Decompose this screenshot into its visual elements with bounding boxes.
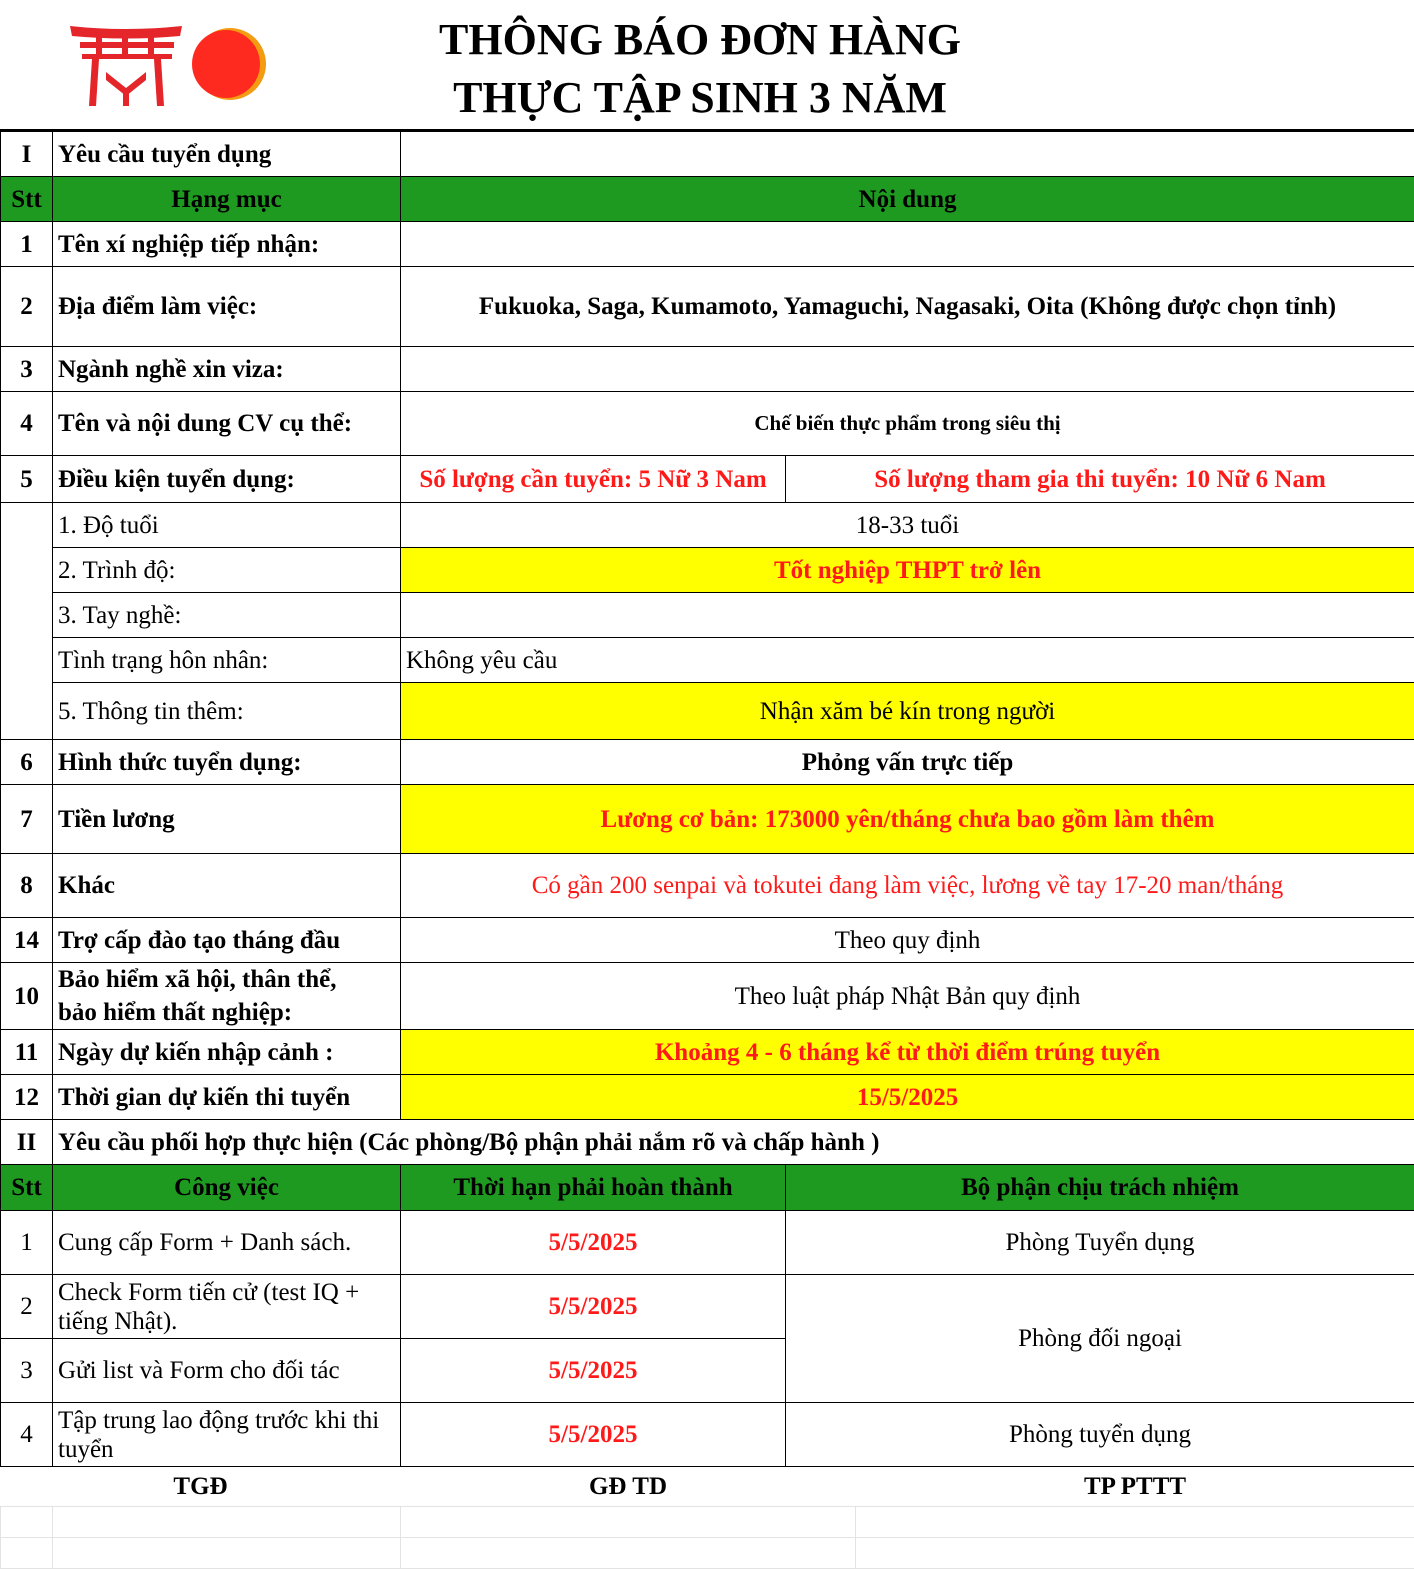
quantity-needed: Số lượng cần tuyển: 5 Nữ 3 Nam: [401, 456, 786, 503]
row-label: Tên xí nghiệp tiếp nhận:: [53, 222, 401, 267]
section-title: Yêu cầu phối hợp thực hiện (Các phòng/Bộ phận phải nắm rõ và chấp hành ): [53, 1120, 1414, 1165]
table-row: 3 Ngành nghề xin viza:: [1, 347, 1414, 392]
table-row: 11 Ngày dự kiến nhập cảnh : Khoảng 4 - 6 tháng kể từ thời điểm trúng tuyển: [1, 1030, 1414, 1075]
blank-row: [1, 1538, 1414, 1569]
table-row: 14 Trợ cấp đào tạo tháng đầu Theo quy định: [1, 918, 1414, 963]
task-row: 1 Cung cấp Form + Danh sách. 5/5/2025 Phòng Tuyển dụng: [1, 1211, 1414, 1275]
task-row: 3 Gửi list và Form cho đối tác 5/5/2025: [1, 1339, 1414, 1403]
row-value: Fukuoka, Saga, Kumamoto, Yamaguchi, Nagasaki, Oita (Không được chọn tỉnh): [401, 267, 1414, 347]
table-row: 4 Tên và nội dung CV cụ thể: Chế biến thực phẩm trong siêu thị: [1, 392, 1414, 456]
section-title: Yêu cầu tuyển dụng: [53, 132, 401, 177]
header-stt: Stt: [1, 177, 53, 222]
section-1-row: [1, 132, 1414, 177]
table-row: 7 Tiền lương Lương cơ bản: 173000 yên/tháng chưa bao gồm làm thêm: [1, 785, 1414, 854]
sub-row: 5. Thông tin thêm: Nhận xăm bé kín trong người: [1, 683, 1414, 740]
row-label: Tên và nội dung CV cụ thể:: [53, 392, 401, 456]
sub-row: 3. Tay nghề:: [1, 593, 1414, 638]
signature-row: [1, 1467, 1414, 1507]
order-table: [0, 131, 1414, 1569]
section-2-row: II Yêu cầu phối hợp thực hiện (Các phòng/Bộ phận phải nắm rõ và chấp hành ): [1, 1120, 1414, 1165]
table-row: 12 Thời gian dự kiến thi tuyển 15/5/2025: [1, 1075, 1414, 1120]
table-row: 10 Bảo hiểm xã hội, thân thể, bảo hiểm thất nghiệp: Theo luật pháp Nhật Bản quy định: [1, 963, 1414, 1030]
table-row: 8 Khác Có gần 200 senpai và tokutei đang làm việc, lương về tay 17-20 man/tháng: [1, 854, 1414, 918]
header-item: Hạng mục: [53, 177, 401, 222]
sub-row: 1. Độ tuổi 18-33 tuổi: [1, 503, 1414, 548]
title-line-1: THÔNG BÁO ĐƠN HÀNG: [300, 12, 1100, 68]
row-label: Điều kiện tuyển dụng:: [53, 456, 401, 503]
torii-gate-and-sun-icon: [70, 22, 270, 112]
document-header: [0, 0, 1414, 131]
sub-row: Tình trạng hôn nhân: Không yêu cầu: [1, 638, 1414, 683]
table-row: 6 Hình thức tuyển dụng: Phỏng vấn trực tiếp: [1, 740, 1414, 785]
section-num: I: [1, 132, 53, 177]
sub-row: 2. Trình độ: Tốt nghiệp THPT trở lên: [1, 548, 1414, 593]
row-label: Địa điểm làm việc:: [53, 267, 401, 347]
title-line-2: THỰC TẬP SINH 3 NĂM: [300, 70, 1100, 126]
salary-value: Lương cơ bản: 173000 yên/tháng chưa bao gồm làm thêm: [401, 785, 1414, 854]
task-row: 4 Tập trung lao động trước khi thi tuyển 5/5/2025 Phòng tuyển dụng: [1, 1403, 1414, 1467]
table-row: 5 Điều kiện tuyển dụng: Số lượng cần tuyển: 5 Nữ 3 Nam Số lượng tham gia thi tuyển: 10 Nữ 6 Nam: [1, 456, 1414, 503]
row-label: Ngành nghề xin viza:: [53, 347, 401, 392]
signature-tgd: TGĐ: [1, 1467, 401, 1507]
table-header-row: [1, 177, 1414, 222]
signature-gd-td: GĐ TD: [401, 1467, 856, 1507]
table2-header-row: Stt Công việc Thời hạn phải hoàn thành Bộ phận chịu trách nhiệm: [1, 1165, 1414, 1211]
header-content: Nội dung: [401, 177, 1414, 222]
task-row: 2 Check Form tiến cử (test IQ + tiếng Nhật). 5/5/2025 Phòng đối ngoại: [1, 1275, 1414, 1339]
quantity-exam: Số lượng tham gia thi tuyển: 10 Nữ 6 Nam: [786, 456, 1414, 503]
signature-tp-pttt: TP PTTT: [856, 1467, 1414, 1507]
table-row: 1 Tên xí nghiệp tiếp nhận:: [1, 222, 1414, 267]
table-row: 2 Địa điểm làm việc: Fukuoka, Saga, Kumamoto, Yamaguchi, Nagasaki, Oita (Không được chọn tỉnh): [1, 267, 1414, 347]
row-value: Chế biến thực phẩm trong siêu thị: [401, 392, 1414, 456]
blank-row: [1, 1507, 1414, 1538]
